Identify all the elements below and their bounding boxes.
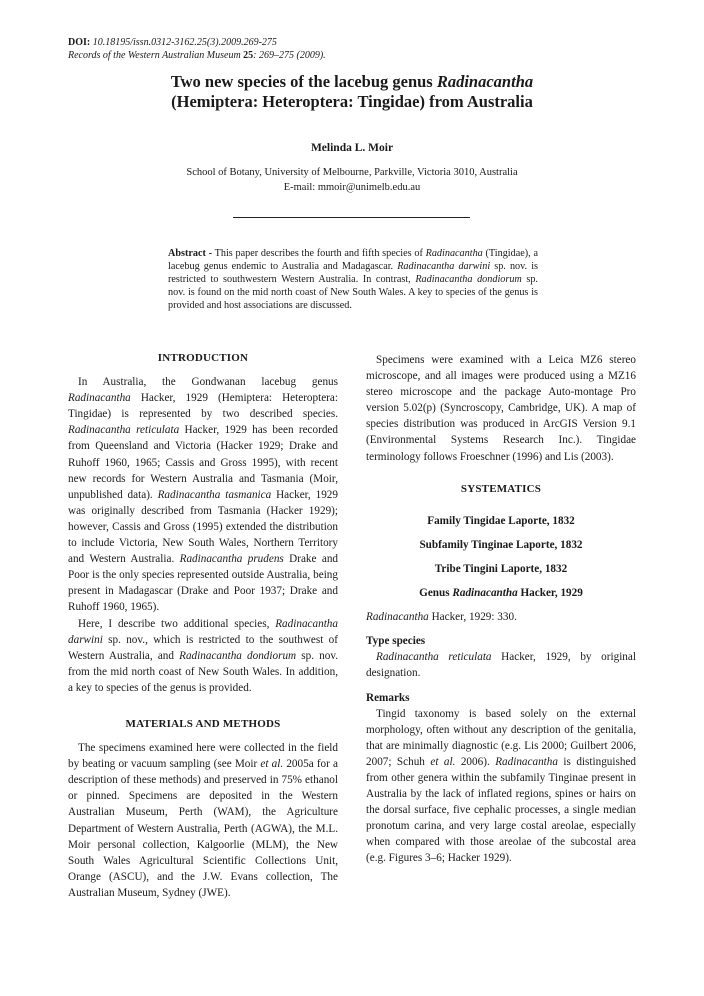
- author-name: Melinda L. Moir: [310, 142, 394, 154]
- right-column: [366, 352, 636, 867]
- title-line-1: Two new species of the lacebug genus Radinacantha: [170, 72, 534, 91]
- title-genus: Radinacantha: [436, 72, 534, 91]
- remarks-heading: Remarks: [366, 691, 410, 704]
- journal-volume: 25: [243, 50, 254, 61]
- doi-value: 10.18195/issn.0312-3162.25(3).2009.269-275: [92, 37, 277, 48]
- journal-line: [68, 49, 326, 62]
- divider-rule: [233, 217, 470, 218]
- paper-title: [60, 72, 644, 112]
- family-heading: Family Tingidae Laporte, 1832: [427, 514, 575, 527]
- citation-header: [68, 36, 326, 62]
- genus-reference: Radinacantha Hacker, 1929: 330.: [366, 611, 517, 624]
- title-line-2: (Hemiptera: Heteroptera: Tingidae) from Australia: [171, 92, 533, 111]
- type-species-heading: Type species: [366, 635, 426, 648]
- systematics-heading: SYSTEMATICS: [460, 482, 542, 495]
- doi-label: DOI:: [68, 37, 91, 48]
- materials-paragraph-2: Specimens were examined with a Leica MZ6 stereo microscope, and all images were produced using a MZ16 stereo microscope and the package Auto-montage Pro version 5.02(p) (Syncroscopy, Cambridge, UK). A map of species distribution was produced in ArcGIS Version 9.1 (Environmental Systems Research Inc.). Tingidae terminology follows Froeschner (1996) and Lis (2003).: [366, 354, 636, 463]
- introduction-heading: INTRODUCTION: [157, 352, 249, 364]
- remarks-paragraph: Tingid taxonomy is based solely on the external morphology, often without any description of the genitalia, that are minimally diagnostic (e.g. Lis 2000; Guilbert 2006, 2007; Schuh et al. 2006). Radinacantha is distinguished from other genera within the subfamily Tinginae present in Australia by the lack of inflated regions, spines or hairs on the dorsal surface, five cephalic processes, a single median pronotum carina, and very large costal areolae, especially when compared with those areolae of the subcostal area (e.g. Figures 3–6; Hacker 1929).: [366, 707, 636, 865]
- author-email: E-mail: mmoir@unimelb.edu.au: [283, 182, 421, 193]
- subfamily-heading: Subfamily Tinginae Laporte, 1832: [419, 538, 583, 551]
- introduction-paragraph-2: Here, I describe two additional species, Radinacantha darwini sp. nov., which is restricted to the southwest of Western Australia, and Radinacantha dondiorum sp. nov. from the mid north coast of New South Wales. In addition, a key to species of the genus is provided.: [68, 617, 339, 694]
- left-column: [68, 350, 338, 901]
- journal-pages: : 269–275 (2009).: [253, 50, 326, 61]
- materials-heading: MATERIALS AND METHODS: [125, 717, 281, 730]
- doi-line: [68, 36, 326, 49]
- abstract-label: Abstract -: [168, 248, 213, 259]
- genus-heading: Genus Radinacantha Hacker, 1929: [419, 587, 583, 600]
- introduction-paragraph-1: In Australia, the Gondwanan lacebug genus Radinacantha Hacker, 1929 (Hemiptera: Heteroptera: Tingidae) is represented by two described species. Radinacantha reticulata Hacker, 1929 has been recorded from Queensland and Victoria (Hacker 1929; Drake and Ruhoff 1960, 1965; Cassis and Gross 1995), with recent new records for Western Australia and Tasmania (Moir, unpublished data). Radinacantha tasmanica Hacker, 1929 was originally described from Tasmania (Hacker 1929); however, Cassis and Gross (1995) extended the distribution to include Victoria, New South Wales, Northern Territory and Western Australia. Radinacantha prudens Drake and Poor is the only species represented outside Australia, being present in Madagascar (Drake and Poor 1937; Drake and Ruhoff 1960, 1965).: [68, 376, 339, 614]
- tribe-heading: Tribe Tingini Laporte, 1832: [434, 562, 568, 575]
- type-species-text: Radinacantha reticulata Hacker, 1929, by original designation.: [366, 651, 636, 680]
- affiliation-block: [0, 165, 704, 195]
- journal-name: Records of the Western Australian Museum: [68, 50, 241, 61]
- affiliation: School of Botany, University of Melbourne, Parkville, Victoria 3010, Australia: [186, 167, 518, 178]
- abstract: Abstract - This paper describes the fourth and fifth species of Radinacantha (Tingidae), a lacebug genus endemic to Australia and Madagascar. Radinacantha darwini sp. nov. is restricted to southwestern Western Australia. In contrast, Radinacantha dondiorum sp. nov. is found on the mid north coast of New South Wales. A key to species of the genus is provided and host associations are discussed.: [168, 248, 538, 311]
- materials-paragraph-1: The specimens examined here were collected in the field by beating or vacuum sampling (see Moir et al. 2005a for a description of these methods) and preserved in 75% ethanol or pinned. Specimens are deposited in the Western Australian Museum, Perth (WAM), the Agriculture Department of Western Australia, Perth (AGWA), the M.L. Moir personal collection, Kalgoorlie (MLM), the New South Wales Agricultural Scientific Collections Unit, Orange (ASCU), and the J.W. Evans collection, The Australian Museum, Sydney (JWE).: [68, 742, 338, 899]
